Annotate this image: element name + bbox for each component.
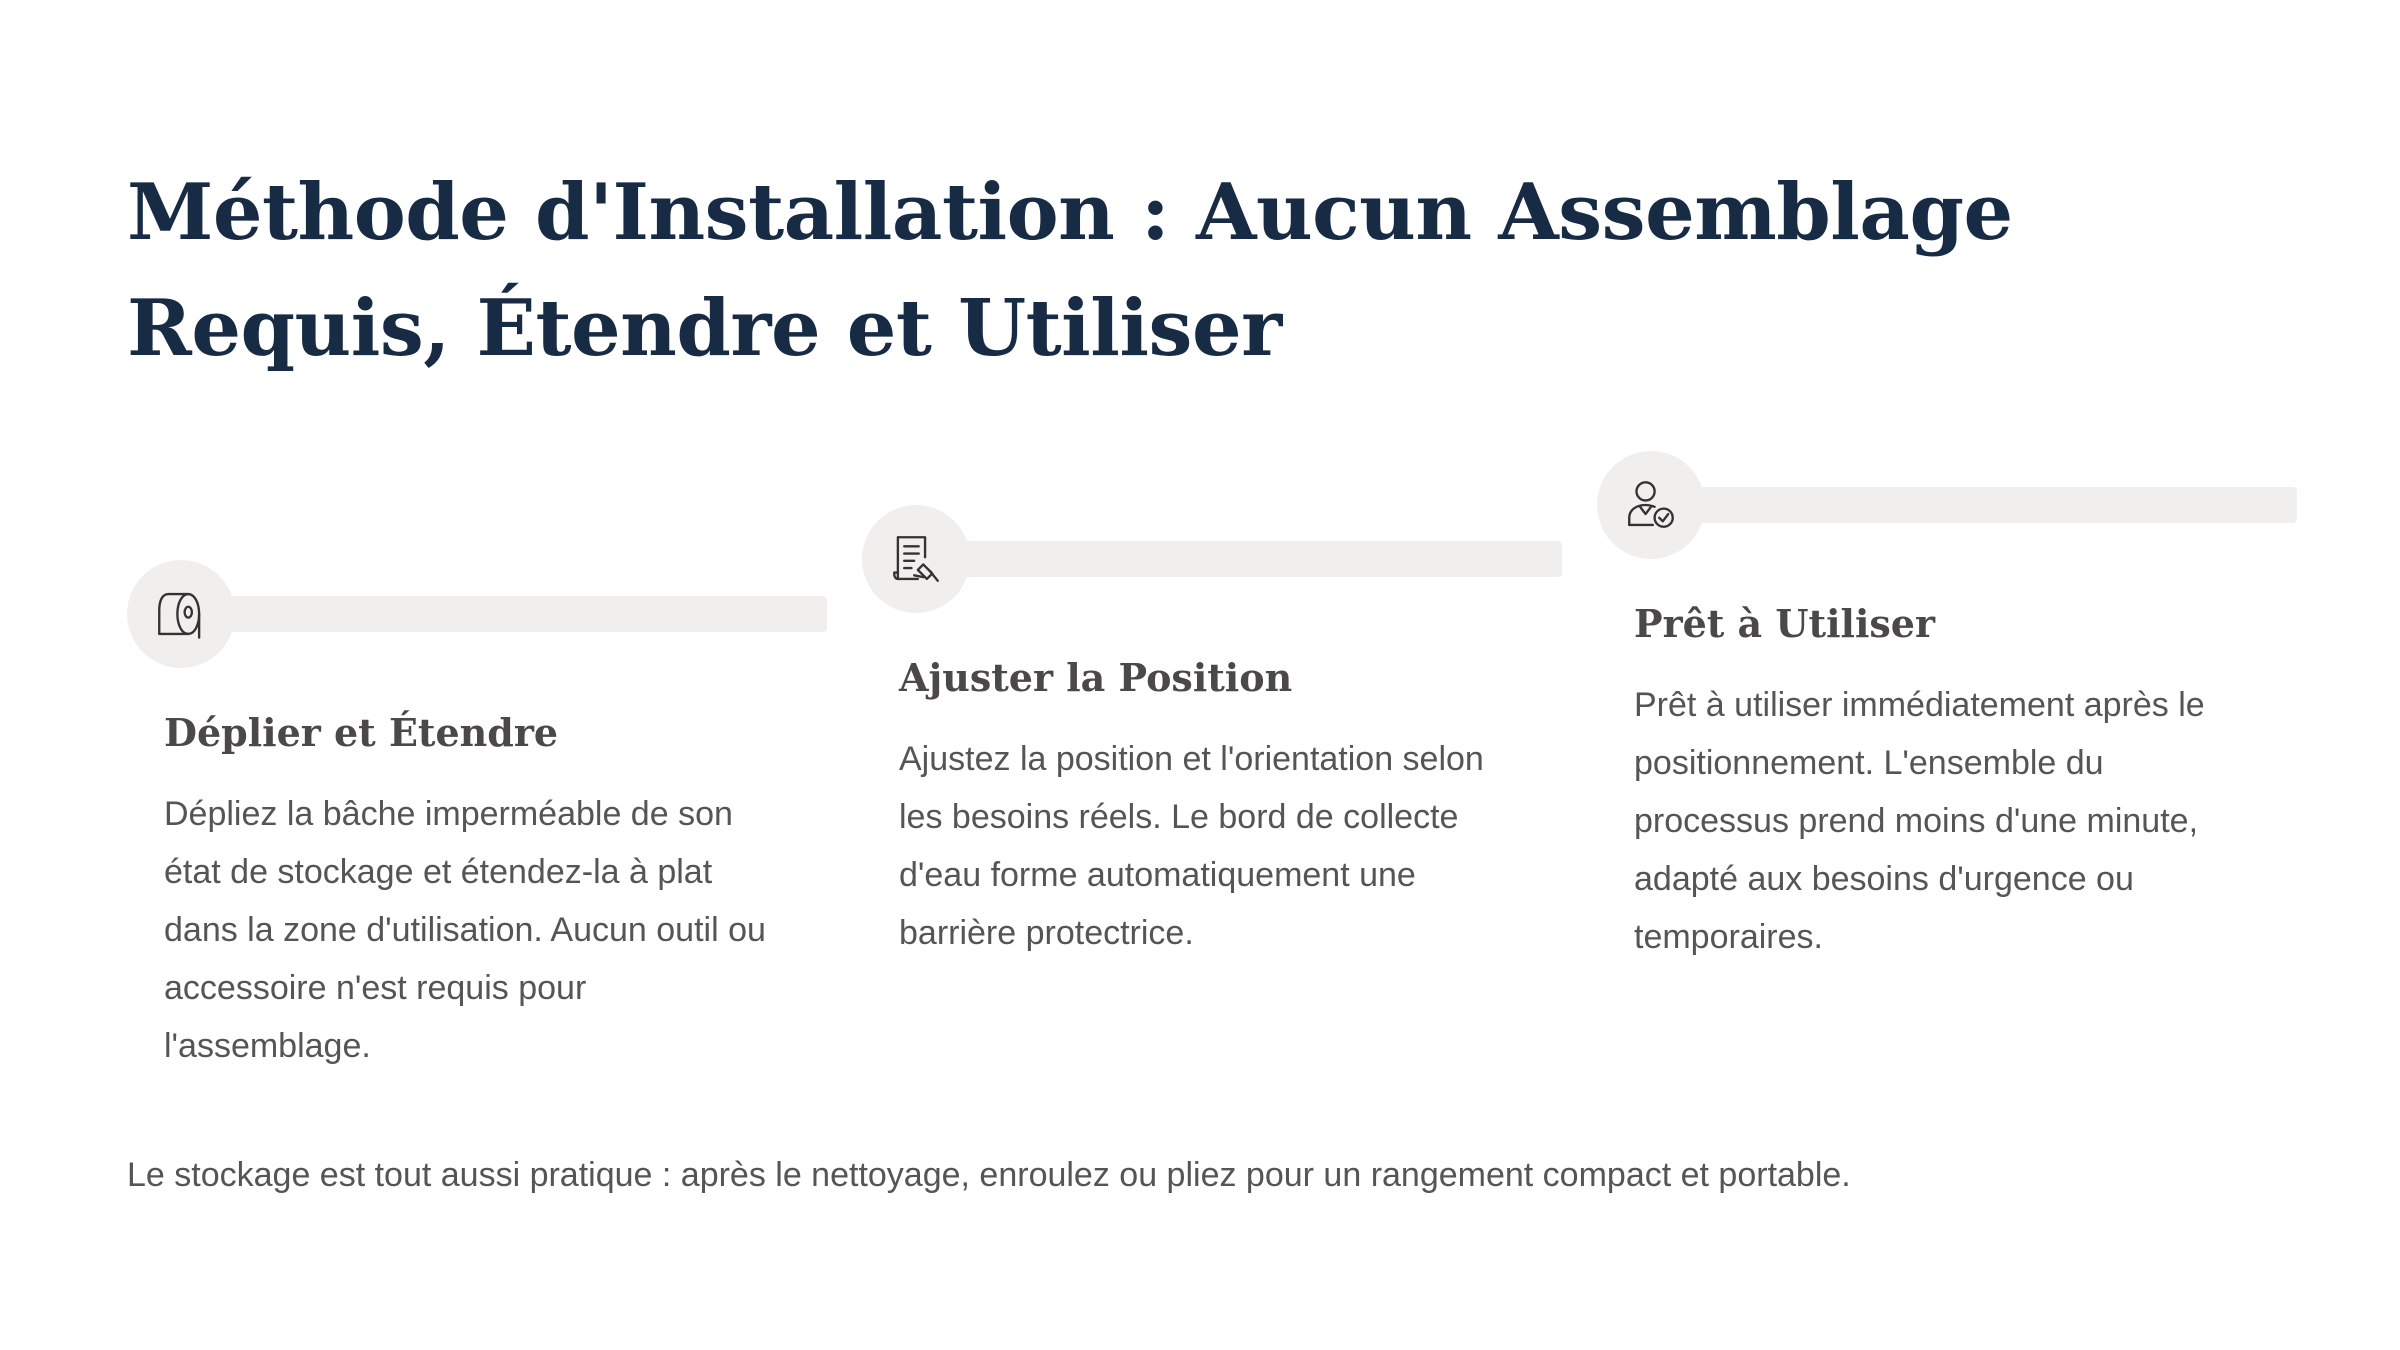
step-title: Déplier et Étendre — [164, 710, 559, 755]
step-icon-badge — [862, 505, 970, 613]
step-description: Ajustez la position et l'orientation selon les besoins réels. Le bord de collecte d'eau forme automatiquement une barrière protectrice. — [899, 740, 1484, 952]
step-progress-track — [1687, 487, 2297, 523]
step-description: Dépliez la bâche imperméable de son état de stockage et étendez-la à plat dans la zone d'utilisation. Aucun outil ou accessoire n'est requis pour l'assemblage. — [164, 795, 766, 1065]
step-title: Ajuster la Position — [899, 655, 1293, 700]
step-icon-badge — [127, 560, 235, 668]
user-check-icon — [1622, 476, 1680, 534]
document-edit-icon — [887, 530, 945, 588]
footer-note: Le stockage est tout aussi pratique : après le nettoyage, enroulez ou pliez pour un rangement compact et portable. — [127, 1156, 1851, 1194]
paper-roll-icon — [152, 585, 210, 643]
step-title: Prêt à Utiliser — [1634, 601, 1935, 646]
step-progress-track — [952, 541, 1562, 577]
step-icon-badge — [1597, 451, 1705, 559]
step-description: Prêt à utiliser immédiatement après le positionnement. L'ensemble du processus prend moins d'une minute, adapté aux besoins d'urgence ou temporaires. — [1634, 686, 2205, 956]
page-title: Méthode d'Installation : Aucun Assemblage Requis, Étendre et Utiliser — [127, 167, 2013, 374]
step-progress-track — [217, 596, 827, 632]
